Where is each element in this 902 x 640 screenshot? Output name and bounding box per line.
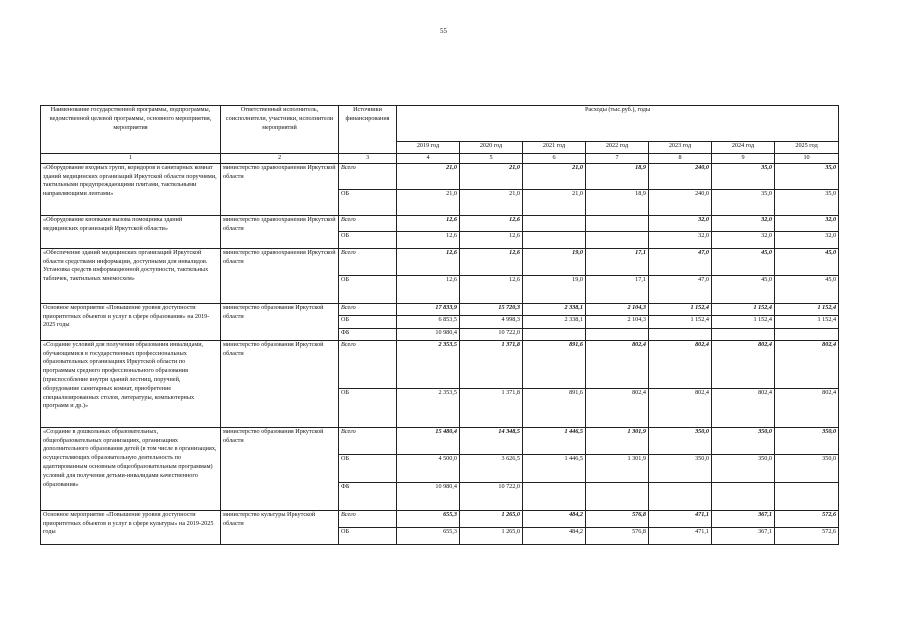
amount-cell: 21,0 xyxy=(523,189,586,215)
amount-cell: 2 338,1 xyxy=(523,315,586,328)
funding-source: Всего xyxy=(339,303,397,315)
amount-cell: 576,8 xyxy=(586,510,649,527)
amount-cell: 32,0 xyxy=(712,215,775,231)
page-number: 55 xyxy=(440,27,447,35)
amount-cell: 1 152,4 xyxy=(712,303,775,315)
amount-cell: 1 371,8 xyxy=(460,340,523,388)
amount-cell: 21,0 xyxy=(460,189,523,215)
amount-cell: 572,6 xyxy=(775,527,839,544)
header-year: 2022 год xyxy=(586,142,649,154)
amount-cell: 4 998,3 xyxy=(460,315,523,328)
table-row xyxy=(41,248,839,275)
amount-cell: 21,0 xyxy=(460,163,523,189)
amount-cell: 45,0 xyxy=(712,248,775,275)
amount-cell: 21,0 xyxy=(397,163,460,189)
table-row xyxy=(41,340,839,388)
funding-source: ОБ xyxy=(339,454,397,482)
funding-source: Всего xyxy=(339,340,397,388)
amount-cell: 21,0 xyxy=(523,163,586,189)
amount-cell: 802,4 xyxy=(712,388,775,427)
header-executor: Ответственный исполнитель, соисполнители, участники, исполнители мероприятий xyxy=(221,106,339,154)
header-year: 2021 год xyxy=(523,142,586,154)
executor: министерство здравоохранения Иркутской области xyxy=(221,163,339,215)
amount-cell: 17 833,9 xyxy=(397,303,460,315)
measure-name: «Создание в дошкольных образовательных, общеобразовательных организациях, организациях дополнительного образования детей (в том числе в организациях, осуществляющих образовательную деятельность по адаптированным основным общеобразовательным программам) условий для получения детьми-инвалидами качественного образования» xyxy=(41,427,221,510)
amount-cell: 6 853,5 xyxy=(397,315,460,328)
amount-cell: 240,0 xyxy=(649,189,712,215)
amount-cell xyxy=(523,482,586,510)
amount-cell: 18,9 xyxy=(586,163,649,189)
amount-cell: 17,1 xyxy=(586,275,649,303)
amount-cell: 12,6 xyxy=(397,231,460,248)
amount-cell: 471,1 xyxy=(649,510,712,527)
funding-source: Всего xyxy=(339,510,397,527)
amount-cell: 802,4 xyxy=(775,388,839,427)
amount-cell: 1 152,4 xyxy=(775,315,839,328)
funding-source: ОБ xyxy=(339,388,397,427)
amount-cell: 45,0 xyxy=(775,248,839,275)
funding-source: Всего xyxy=(339,163,397,189)
amount-cell: 12,6 xyxy=(460,231,523,248)
measure-name: «Оборудование кнопками вызова помощника зданий медицинских организаций Иркутской области» xyxy=(41,215,221,248)
funding-source: Всего xyxy=(339,427,397,454)
measure-name: «Оборудование входных групп, коридоров и санитарных комнат зданий медицинских организаций Иркутской области поручнями, тактильными предупреждающими плитами, тактильными направляющими лентами» xyxy=(41,163,221,215)
amount-cell: 45,0 xyxy=(712,275,775,303)
table-body xyxy=(41,154,839,545)
amount-cell: 1 446,5 xyxy=(523,427,586,454)
amount-cell: 350,0 xyxy=(775,454,839,482)
amount-cell: 1 152,4 xyxy=(712,315,775,328)
amount-cell xyxy=(586,215,649,231)
amount-cell: 2 104,3 xyxy=(586,303,649,315)
executor: министерство здравоохранения Иркутской области xyxy=(221,248,339,303)
amount-cell: 655,3 xyxy=(397,510,460,527)
amount-cell: 1 371,8 xyxy=(460,388,523,427)
amount-cell: 35,0 xyxy=(712,163,775,189)
amount-cell xyxy=(649,482,712,510)
amount-cell: 484,2 xyxy=(523,527,586,544)
amount-cell: 12,6 xyxy=(397,215,460,231)
amount-cell: 1 301,9 xyxy=(586,427,649,454)
amount-cell: 891,6 xyxy=(523,340,586,388)
header-year: 2020 год xyxy=(460,142,523,154)
header-year: 2025 год xyxy=(775,142,839,154)
amount-cell xyxy=(523,328,586,340)
column-index: 4 xyxy=(397,154,460,164)
amount-cell: 576,8 xyxy=(586,527,649,544)
funding-source: Всего xyxy=(339,215,397,231)
amount-cell: 12,6 xyxy=(397,248,460,275)
amount-cell: 19,0 xyxy=(523,275,586,303)
amount-cell: 240,0 xyxy=(649,163,712,189)
funding-source: ОБ xyxy=(339,231,397,248)
amount-cell: 35,0 xyxy=(775,189,839,215)
amount-cell: 10 980,4 xyxy=(397,482,460,510)
funding-source: ФБ xyxy=(339,482,397,510)
column-index: 2 xyxy=(221,154,339,164)
amount-cell: 4 500,0 xyxy=(397,454,460,482)
amount-cell: 655,3 xyxy=(397,527,460,544)
amount-cell: 32,0 xyxy=(712,231,775,248)
executor: министерство образования Иркутской области xyxy=(221,427,339,510)
expenditure-table xyxy=(40,105,839,545)
header-year: 2023 год xyxy=(649,142,712,154)
amount-cell: 1 152,4 xyxy=(649,303,712,315)
amount-cell: 47,0 xyxy=(649,248,712,275)
amount-cell: 19,0 xyxy=(523,248,586,275)
amount-cell: 12,6 xyxy=(460,248,523,275)
header-year: 2019 год xyxy=(397,142,460,154)
table-row xyxy=(41,427,839,454)
amount-cell: 350,0 xyxy=(649,427,712,454)
header-sources: Источники финансирования xyxy=(339,106,397,154)
funding-source: ОБ xyxy=(339,189,397,215)
column-index: 8 xyxy=(649,154,712,164)
measure-name: «Создание условий для получения образования инвалидами, обучающимися в государственных профессиональных образовательных организациях Иркутской области по программам среднего профессионального образования (приспособление внутри зданий лестниц, поручней, оборудование санитарных комнат, приобретение специализированных столов, литературы, компьютерных программ и др.)» xyxy=(41,340,221,427)
amount-cell: 802,4 xyxy=(649,340,712,388)
amount-cell xyxy=(586,231,649,248)
amount-cell: 45,0 xyxy=(775,275,839,303)
column-index: 6 xyxy=(523,154,586,164)
measure-name: «Обеспечение зданий медицинских организаций Иркутской области средствами информации, доступными для инвалидов. Установка средств информационной доступности, тактильных табличек, тактильных мнемосхем» xyxy=(41,248,221,303)
executor: министерство образования Иркутской области xyxy=(221,340,339,427)
amount-cell xyxy=(775,328,839,340)
column-index: 3 xyxy=(339,154,397,164)
funding-source: ФБ xyxy=(339,328,397,340)
amount-cell: 18,9 xyxy=(586,189,649,215)
amount-cell: 350,0 xyxy=(712,427,775,454)
amount-cell: 32,0 xyxy=(649,231,712,248)
amount-cell: 10 722,0 xyxy=(460,328,523,340)
amount-cell: 12,6 xyxy=(460,275,523,303)
amount-cell xyxy=(712,328,775,340)
amount-cell: 1 152,4 xyxy=(649,315,712,328)
amount-cell xyxy=(649,328,712,340)
executor: министерство культуры Иркутской области xyxy=(221,510,339,544)
amount-cell: 350,0 xyxy=(649,454,712,482)
amount-cell: 1 152,4 xyxy=(775,303,839,315)
amount-cell: 47,0 xyxy=(649,275,712,303)
amount-cell: 2 338,1 xyxy=(523,303,586,315)
amount-cell: 572,6 xyxy=(775,510,839,527)
amount-cell: 802,4 xyxy=(586,388,649,427)
amount-cell: 350,0 xyxy=(775,427,839,454)
amount-cell xyxy=(523,215,586,231)
table-row xyxy=(41,163,839,189)
amount-cell: 21,0 xyxy=(397,189,460,215)
amount-cell: 32,0 xyxy=(775,215,839,231)
column-index-row xyxy=(41,154,839,164)
amount-cell: 2 353,5 xyxy=(397,388,460,427)
amount-cell: 15 720,3 xyxy=(460,303,523,315)
amount-cell: 12,6 xyxy=(397,275,460,303)
header-expenses: Расходы (тыс.руб.), годы xyxy=(397,106,839,142)
amount-cell: 484,2 xyxy=(523,510,586,527)
column-index: 5 xyxy=(460,154,523,164)
column-index: 9 xyxy=(712,154,775,164)
measure-name: Основное мероприятие «Повышение уровня доступности приоритетных объектов и услуг в сфере образования» на 2019-2025 годы xyxy=(41,303,221,340)
amount-cell xyxy=(775,482,839,510)
amount-cell: 35,0 xyxy=(712,189,775,215)
table-row xyxy=(41,303,839,315)
column-index: 7 xyxy=(586,154,649,164)
funding-source: ОБ xyxy=(339,315,397,328)
header-year: 2024 год xyxy=(712,142,775,154)
amount-cell: 350,0 xyxy=(712,454,775,482)
amount-cell: 32,0 xyxy=(775,231,839,248)
amount-cell: 32,0 xyxy=(649,215,712,231)
amount-cell: 14 348,5 xyxy=(460,427,523,454)
amount-cell: 802,4 xyxy=(775,340,839,388)
amount-cell: 10 722,0 xyxy=(460,482,523,510)
amount-cell: 12,6 xyxy=(460,215,523,231)
amount-cell: 35,0 xyxy=(775,163,839,189)
table-row xyxy=(41,510,839,527)
column-index: 10 xyxy=(775,154,839,164)
amount-cell: 10 980,4 xyxy=(397,328,460,340)
amount-cell: 2 104,3 xyxy=(586,315,649,328)
amount-cell: 802,4 xyxy=(712,340,775,388)
funding-source: ОБ xyxy=(339,275,397,303)
amount-cell: 1 446,5 xyxy=(523,454,586,482)
amount-cell: 15 480,4 xyxy=(397,427,460,454)
amount-cell: 3 626,5 xyxy=(460,454,523,482)
measure-name: Основное мероприятие «Повышение уровня доступности приоритетных объектов и услуг в сфере культуры» на 2019-2025 годы xyxy=(41,510,221,544)
amount-cell: 891,6 xyxy=(523,388,586,427)
amount-cell xyxy=(586,482,649,510)
executor: министерство образования Иркутской области xyxy=(221,303,339,340)
amount-cell: 367,1 xyxy=(712,527,775,544)
table-row xyxy=(41,215,839,231)
column-index: 1 xyxy=(41,154,221,164)
amount-cell: 1 265,0 xyxy=(460,510,523,527)
amount-cell xyxy=(712,482,775,510)
amount-cell: 1 265,0 xyxy=(460,527,523,544)
executor: министерство здравоохранения Иркутской области xyxy=(221,215,339,248)
amount-cell: 471,1 xyxy=(649,527,712,544)
amount-cell: 17,1 xyxy=(586,248,649,275)
amount-cell: 1 301,9 xyxy=(586,454,649,482)
header-name: Наименование государственной программы, подпрограммы, ведомственной целевой программы, основного мероприятия, мероприятия xyxy=(41,106,221,154)
amount-cell: 802,4 xyxy=(586,340,649,388)
amount-cell xyxy=(523,231,586,248)
funding-source: Всего xyxy=(339,248,397,275)
amount-cell: 367,1 xyxy=(712,510,775,527)
amount-cell: 2 353,5 xyxy=(397,340,460,388)
amount-cell xyxy=(586,328,649,340)
funding-source: ОБ xyxy=(339,527,397,544)
amount-cell: 802,4 xyxy=(649,388,712,427)
